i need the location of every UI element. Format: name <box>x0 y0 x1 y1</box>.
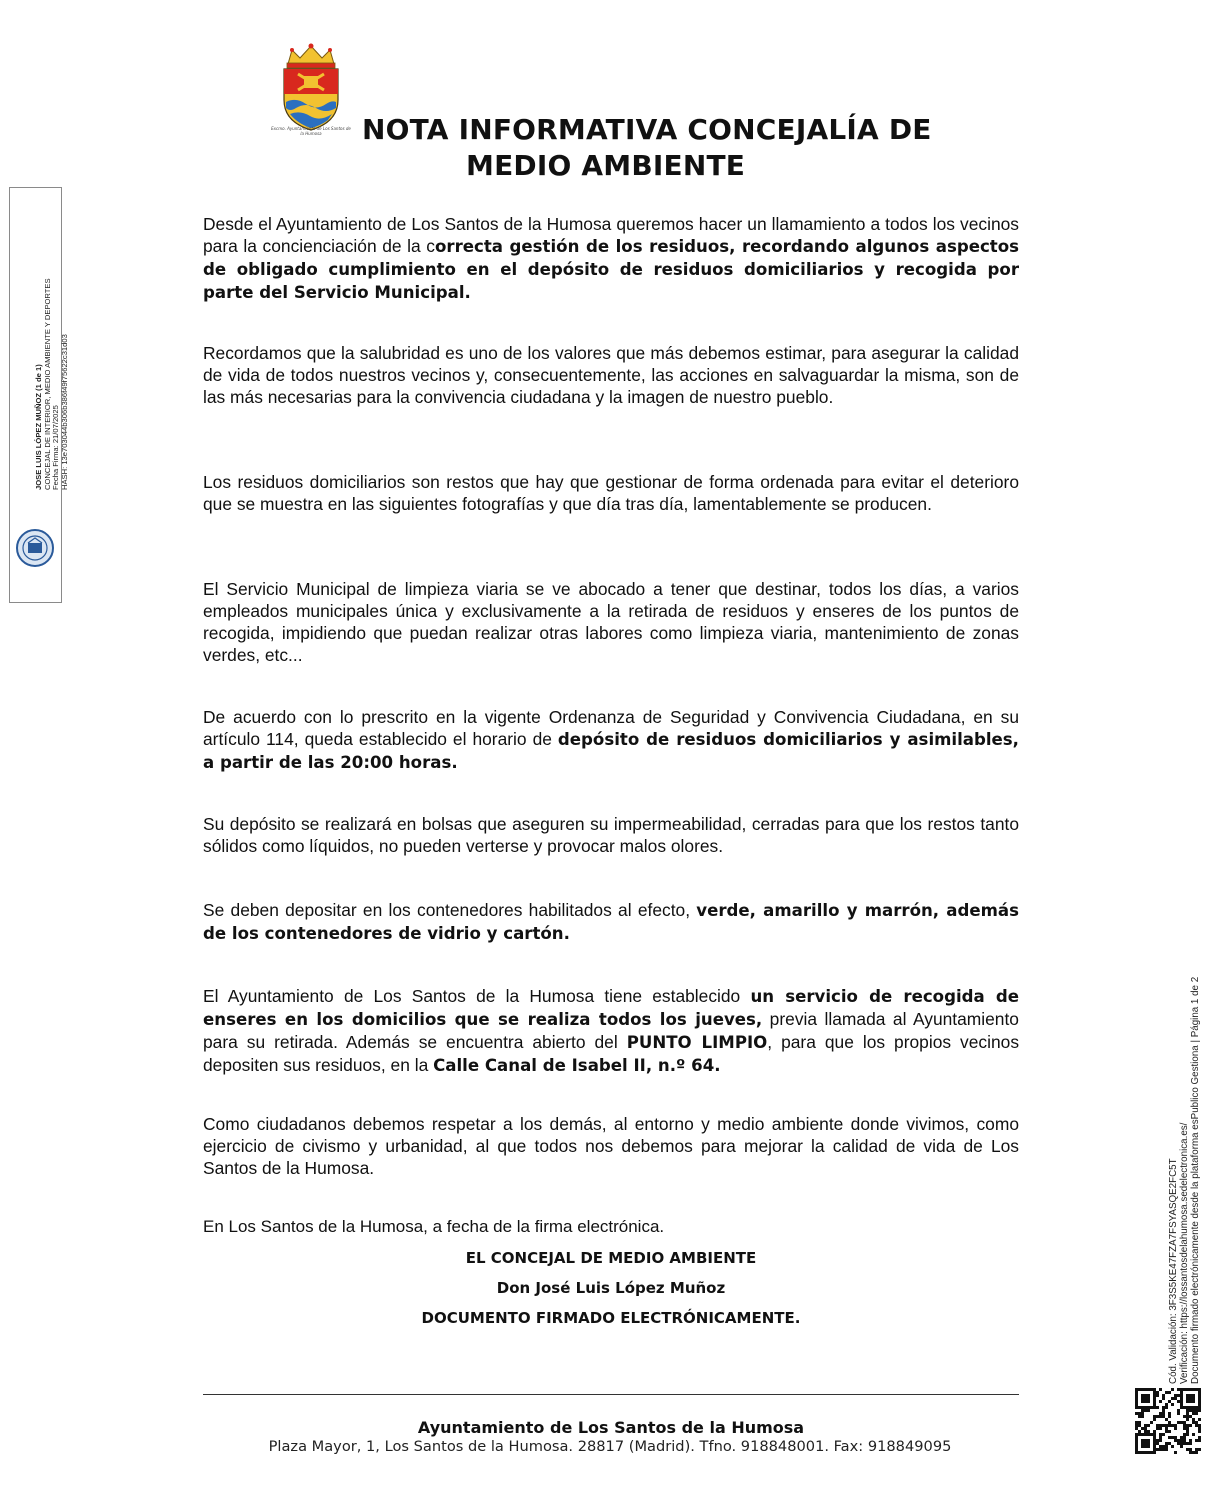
text-run: El Ayuntamiento de Los Santos de la Humosa tiene establecido <box>203 986 751 1006</box>
paragraph-salubrity <box>203 342 1019 408</box>
footer-organization: Ayuntamiento de Los Santos de la Humosa <box>417 1418 805 1437</box>
verification-text <box>1168 924 1201 1384</box>
signer-role: EL CONCEJAL DE MEDIO AMBIENTE <box>465 1249 757 1267</box>
signature-stamp-text <box>35 230 69 490</box>
text-run: Su depósito se realizará en bolsas que aseguren su impermeabilidad, cerradas para que los restos tanto sólidos como líquidos, no pueden verterse y provocar malos olores. <box>203 814 1019 856</box>
validation-code: Cód. Validación: 3F3S5KE47FZA7FSYASQE2FC5T <box>1168 1158 1179 1384</box>
qr-code-icon[interactable] <box>1135 1388 1201 1454</box>
text-run: El Servicio Municipal de limpieza viaria se ve abocado a tener que destinar, todos los días, a varios empleados municipales única y exclusivamente a la retirada de residuos y enseres de los puntos de recogida, impidiendo que puedan realizar otras labores como limpieza viaria, mantenimiento de zonas verdes, etc... <box>203 579 1019 665</box>
text-run: Se deben depositar en los contenedores habilitados al efecto, <box>203 900 697 920</box>
text-run: Los residuos domiciliarios son restos que hay que gestionar de forma ordenada para evitar el deterioro que se muestra en las siguientes fotografías y que día tras día, lamentablemente se producen. <box>203 472 1019 514</box>
closing-place-date: En Los Santos de la Humosa, a fecha de la firma electrónica. <box>203 1217 665 1236</box>
text-run: Como ciudadanos debemos respetar a los demás, al entorno y medio ambiente donde vivimos, como ejercicio de civismo y urbanidad, al que todos nos debemos para mejorar la calidad de vida de Los Santos de la Humosa. <box>203 1114 1019 1178</box>
verification-url: Verificación: https://lossantosdelahumosa.sedelectronica.es/ <box>1179 1122 1190 1384</box>
page-title <box>200 112 1030 184</box>
bold-text-run: un servicio de recogida de enseres en los domicilios que se realiza todos los jueves, <box>203 987 1019 1029</box>
paragraph-schedule <box>203 706 1019 774</box>
platform-page-info: Documento firmado electrónicamente desde la plataforma esPublico Gestiona | Página 1 de 2 <box>1190 976 1201 1384</box>
text-run: previa llamada al Ayuntamiento para su retirada. Además se encuentra abierto del <box>203 1009 1019 1052</box>
crest-caption: Excmo. Ayuntamiento de Los Santos de la Humosa <box>271 126 351 136</box>
stamp-position: CONCEJAL DE INTERIOR, MEDIO AMBIENTE Y DEPORTES <box>42 278 52 490</box>
text-run: Desde el Ayuntamiento de Los Santos de la Humosa queremos hacer un llamamiento a todos los vecinos para la concienciación de la c <box>203 214 1019 256</box>
signed-notice: DOCUMENTO FIRMADO ELECTRÓNICAMENTE. <box>421 1309 801 1327</box>
bold-text-run: verde, amarillo y marrón, además de los contenedores de vidrio y cartón. <box>203 901 1019 943</box>
bold-text-run: Calle Canal de Isabel II, n.º 64. <box>433 1056 721 1075</box>
paragraph-civism <box>203 1113 1019 1179</box>
bold-text-run: PUNTO LIMPIO <box>626 1033 768 1052</box>
paragraph-bags <box>203 813 1019 857</box>
stamp-date: Fecha Firma: 21/07/2025 <box>51 405 60 490</box>
text-run: De acuerdo con lo prescrito en la vigente Ordenanza de Seguridad y Convivencia Ciudadana, en su artículo 114, queda establecido el horario de <box>203 707 1019 749</box>
title-line-2: MEDIO AMBIENTE <box>466 149 746 182</box>
footer-address: Plaza Mayor, 1, Los Santos de la Humosa. 28817 (Madrid). Tfno. 918848001. Fax: 918849095 <box>268 1438 952 1455</box>
stamp-signer: JOSE LUIS LÓPEZ MUÑOZ (1 de 1) <box>34 364 43 490</box>
title-line-1: NOTA INFORMATIVA CONCEJALÍA DE <box>362 113 932 146</box>
text-run: , para que los propios vecinos depositen sus residuos, en la <box>203 1032 1020 1075</box>
text-run: Recordamos que la salubridad es uno de los valores que más debemos estimar, para asegurar la calidad de vida de todos nuestros vecinos y, consecuentemente, las acciones en salvaguardar la misma, son de las más necesarias para la convivencia ciudadana y la imagen de nuestro pueblo. <box>203 343 1019 407</box>
seal-icon <box>15 528 55 568</box>
signer-name: Don José Luis López Muñoz <box>496 1279 726 1297</box>
paragraph-containers <box>203 899 1019 945</box>
paragraph-collection-service <box>203 985 1019 1077</box>
stamp-hash: HASH: 13e703044b306b386f49f75622c31d03 <box>59 334 69 490</box>
paragraph-intro <box>203 213 1019 304</box>
footer-divider <box>203 1394 1019 1395</box>
bold-text-run: depósito de residuos domiciliarios y asimilables, a partir de las 20:00 horas. <box>203 730 1019 772</box>
paragraph-cleaning-service <box>203 578 1019 666</box>
bold-text-run: orrecta gestión de los residuos, recordando algunos aspectos de obligado cumplimiento en el depósito de residuos domiciliarios y recogida por parte del Servicio Municipal. <box>203 237 1019 302</box>
paragraph-household-waste <box>203 471 1019 515</box>
